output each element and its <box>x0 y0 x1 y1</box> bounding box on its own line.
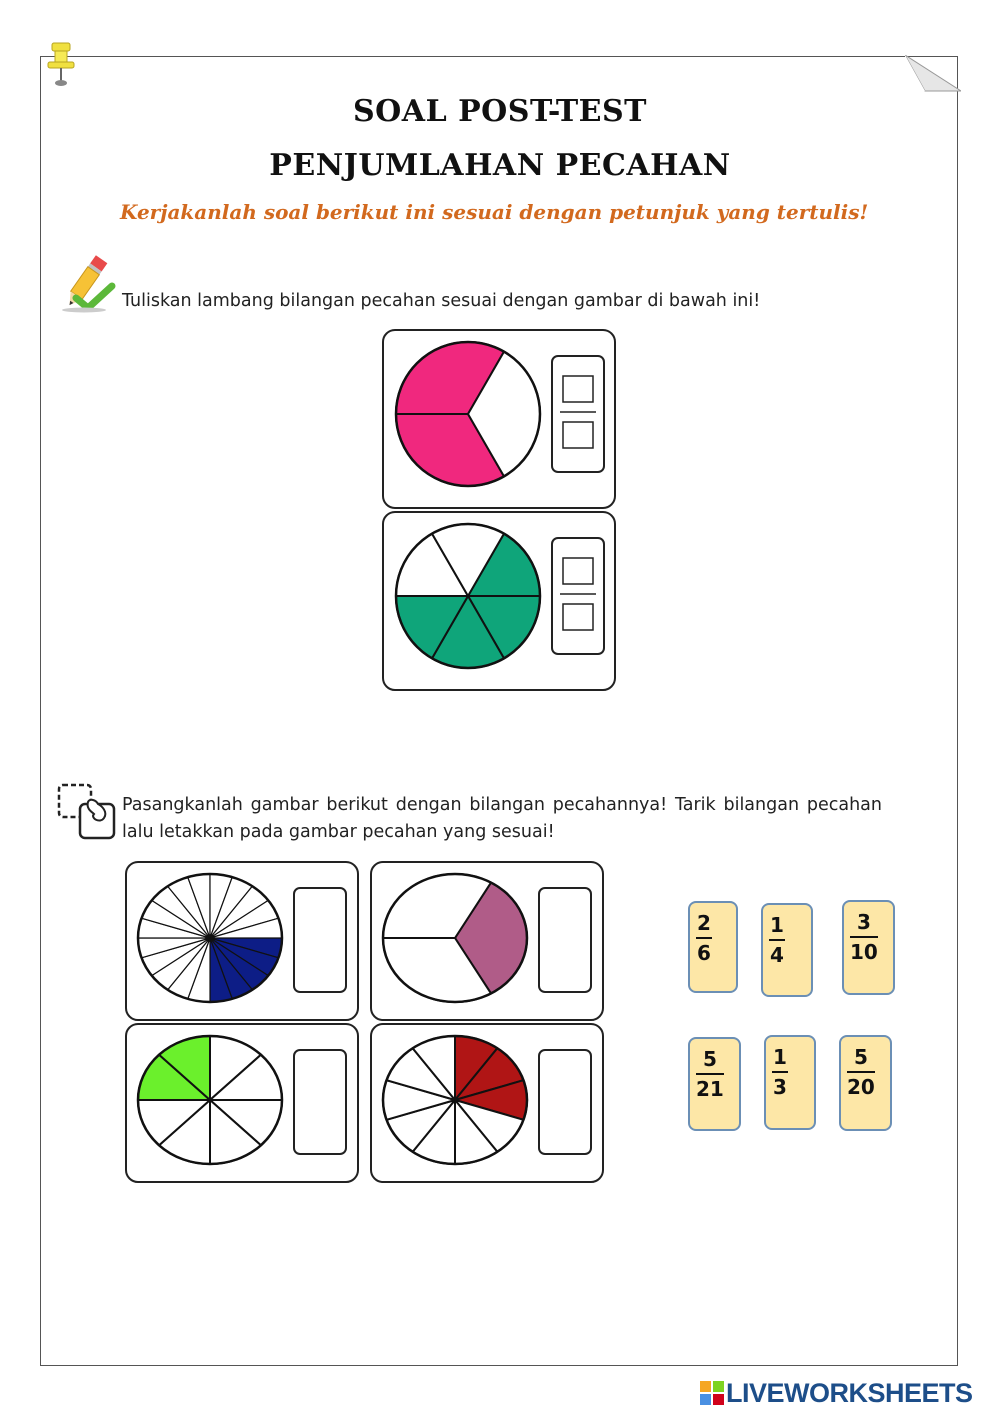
drop-target-box <box>539 888 591 992</box>
denominator-input <box>563 422 593 448</box>
fraction-card[interactable] <box>839 1035 892 1131</box>
section2-figures <box>124 860 608 1186</box>
fraction-card[interactable] <box>761 903 813 997</box>
fraction-pie <box>396 524 540 668</box>
drop-target-box <box>294 1050 346 1154</box>
denominator: 10 <box>850 940 878 964</box>
numerator: 5 <box>702 1047 717 1071</box>
denominator: 20 <box>847 1075 875 1099</box>
denominator-input <box>563 604 593 630</box>
fraction-pie <box>138 1036 282 1164</box>
numerator-input <box>563 376 593 402</box>
numerator: 2 <box>697 911 711 935</box>
pencil-check-icon <box>54 252 116 314</box>
fraction-card[interactable] <box>842 900 895 995</box>
pushpin-icon <box>44 40 78 88</box>
page-fold-corner <box>905 55 961 95</box>
fraction-card[interactable] <box>688 1037 741 1131</box>
numerator: 1 <box>773 1045 787 1069</box>
fraction-pie <box>138 874 282 1002</box>
brand-name: LIVEWORKSHEETS <box>726 1377 973 1408</box>
page-subtitle: PENJUMLAHAN PECAHAN <box>269 148 731 183</box>
liveworksheets-logo[interactable] <box>700 1378 995 1408</box>
fraction-pie <box>396 342 540 486</box>
fraction-pie <box>383 874 527 1002</box>
denominator: 4 <box>770 943 784 967</box>
drag-drop-icon <box>56 782 118 844</box>
answer-box <box>552 538 604 654</box>
section1-instruction: Tuliskan lambang bilangan pecahan sesuai dengan gambar di bawah ini! <box>122 291 761 311</box>
general-instruction: Kerjakanlah soal berikut ini sesuai dengan petunjuk yang tertulis! <box>120 200 869 224</box>
fraction-card[interactable] <box>688 901 738 993</box>
page-title: SOAL POST-TEST <box>353 94 647 129</box>
fraction-pie <box>383 1036 527 1164</box>
fraction-card[interactable] <box>764 1035 816 1130</box>
drop-target-box <box>539 1050 591 1154</box>
section2-instruction: Pasangkanlah gambar berikut dengan bilangan pecahannya! Tarik bilangan pecahan lalu letakkan pada gambar pecahan yang sesuai! <box>122 795 882 842</box>
numerator: 5 <box>853 1045 868 1069</box>
numerator: 1 <box>770 913 784 937</box>
drop-target-box <box>294 888 346 992</box>
liveworksheets-mark-icon <box>700 1381 724 1405</box>
denominator: 3 <box>773 1075 787 1099</box>
denominator: 6 <box>697 941 711 965</box>
answer-box <box>552 356 604 472</box>
section1-figures <box>380 326 620 694</box>
numerator-input <box>563 558 593 584</box>
numerator: 3 <box>856 910 871 934</box>
denominator: 21 <box>696 1077 724 1101</box>
